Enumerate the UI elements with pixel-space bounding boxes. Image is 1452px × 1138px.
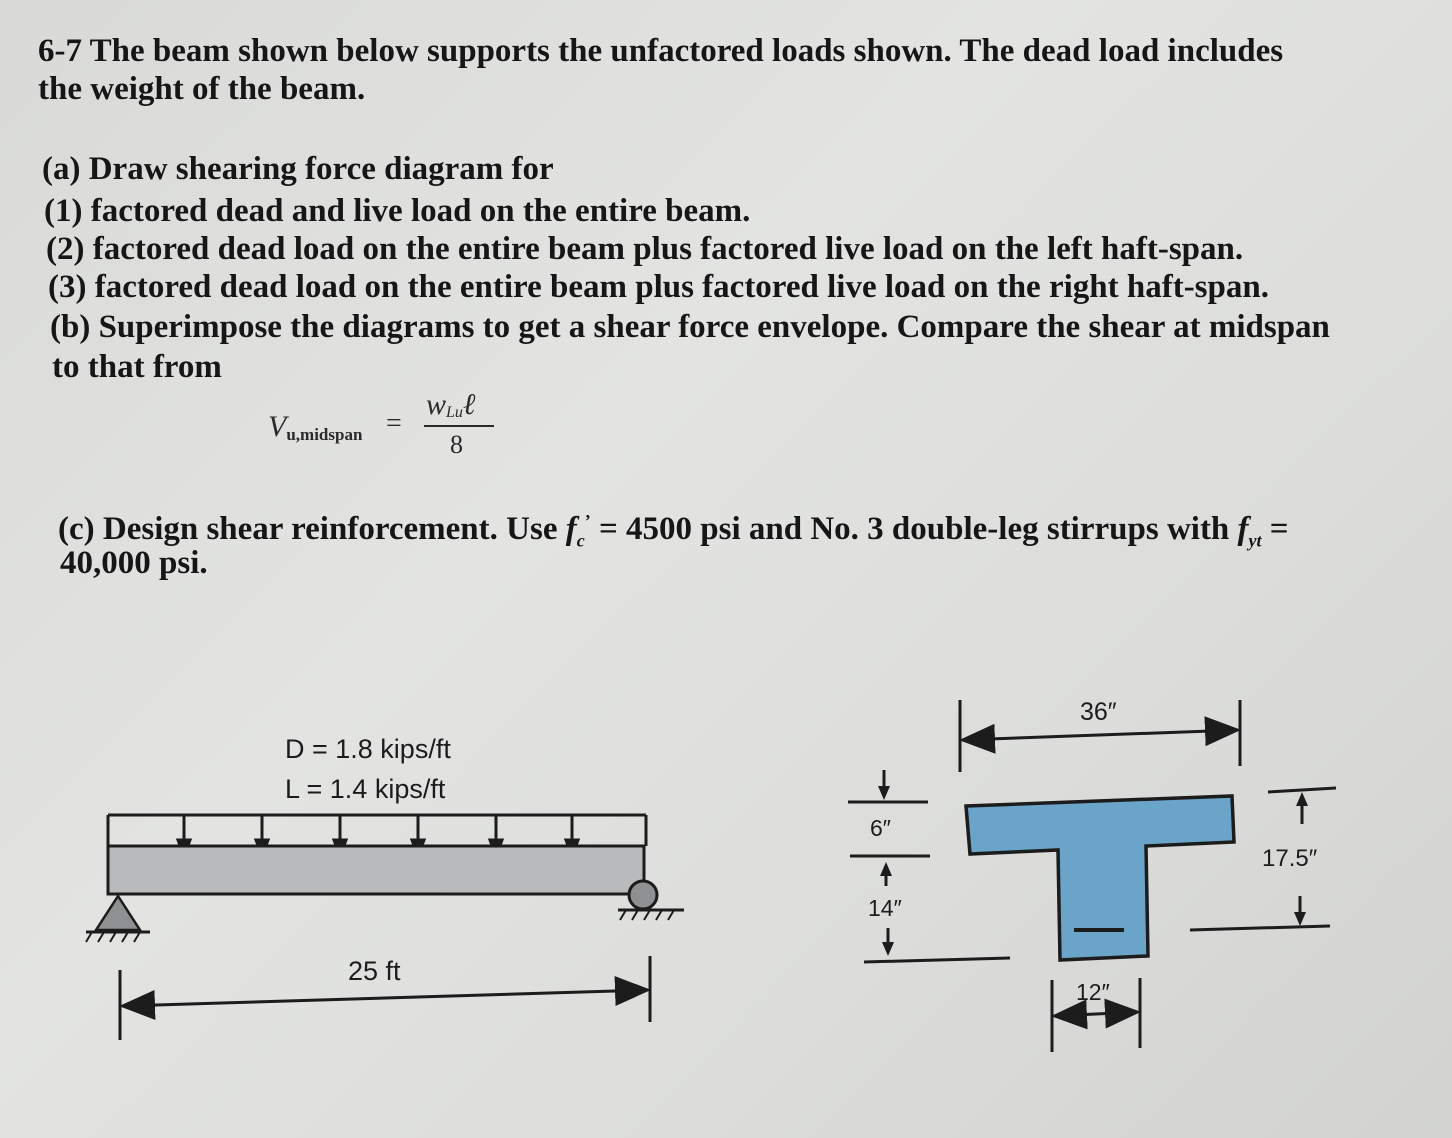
problem-title-line2: the weight of the beam. <box>38 71 366 107</box>
effective-depth-label: 17.5″ <box>1262 845 1318 872</box>
beam-figure <box>86 734 684 1040</box>
pin-support <box>96 896 140 930</box>
part-b-line2: to that from <box>52 349 222 385</box>
part-a-item-3: (3) factored dead load on the entire beam plus factored live load on the right haft-span. <box>48 269 1269 305</box>
dead-load-label: D = 1.8 kips/ft <box>285 734 451 764</box>
flange-thickness-label: 6″ <box>870 815 891 841</box>
part-a-item-1: (1) factored dead and live load on the entire beam. <box>44 193 751 229</box>
roller-support <box>629 881 657 909</box>
web-width-dimension-line <box>1054 1012 1138 1016</box>
span-label: 25 ft <box>348 956 401 986</box>
part-c-line2: 40,000 psi. <box>60 545 208 581</box>
part-b-line1: (b) Superimpose the diagrams to get a shear force envelope. Compare the shear at midspan <box>50 309 1330 345</box>
flange-width-dimension-line <box>962 730 1238 740</box>
flange-thickness-arrowhead-top <box>878 786 890 800</box>
span-dimension-line <box>122 990 648 1006</box>
formula-lhs: $V_{u,midspan}$ <box>268 410 363 444</box>
live-load-label: L = 1.4 kips/ft <box>285 774 446 804</box>
formula-numerator: $w_{Lu}\ell$ <box>426 388 476 421</box>
web-depth-label: 14″ <box>868 895 902 921</box>
flange-width-label: 36″ <box>1080 698 1117 726</box>
effective-depth-arrowhead-bottom <box>1294 912 1306 926</box>
t-beam-cross-section <box>966 796 1234 960</box>
part-c-line1: (c) Design shear reinforcement. Use $f_c^’ = 4500$ psi and No. 3 double-leg stirrups with $f_{yt}$ = <box>58 511 1289 551</box>
t-section-figure <box>848 698 1336 1052</box>
formula-equals: = <box>386 408 402 439</box>
part-a-heading: (a) Draw shearing force diagram for <box>42 151 554 187</box>
effective-depth-bottom-line <box>1190 926 1330 930</box>
formula-denominator: 8 <box>450 430 463 459</box>
web-width-label: 12″ <box>1076 979 1110 1005</box>
problem-title-line1: 6-7 The beam shown below supports the unfactored loads shown. The dead load includes <box>38 33 1284 69</box>
beam-body <box>108 846 644 894</box>
effective-depth-top-line <box>1268 788 1336 792</box>
web-depth-bottom-line <box>864 958 1010 962</box>
part-a-item-2: (2) factored dead load on the entire beam plus factored live load on the left haft-span. <box>46 231 1244 267</box>
web-depth-arrowhead <box>882 942 894 956</box>
